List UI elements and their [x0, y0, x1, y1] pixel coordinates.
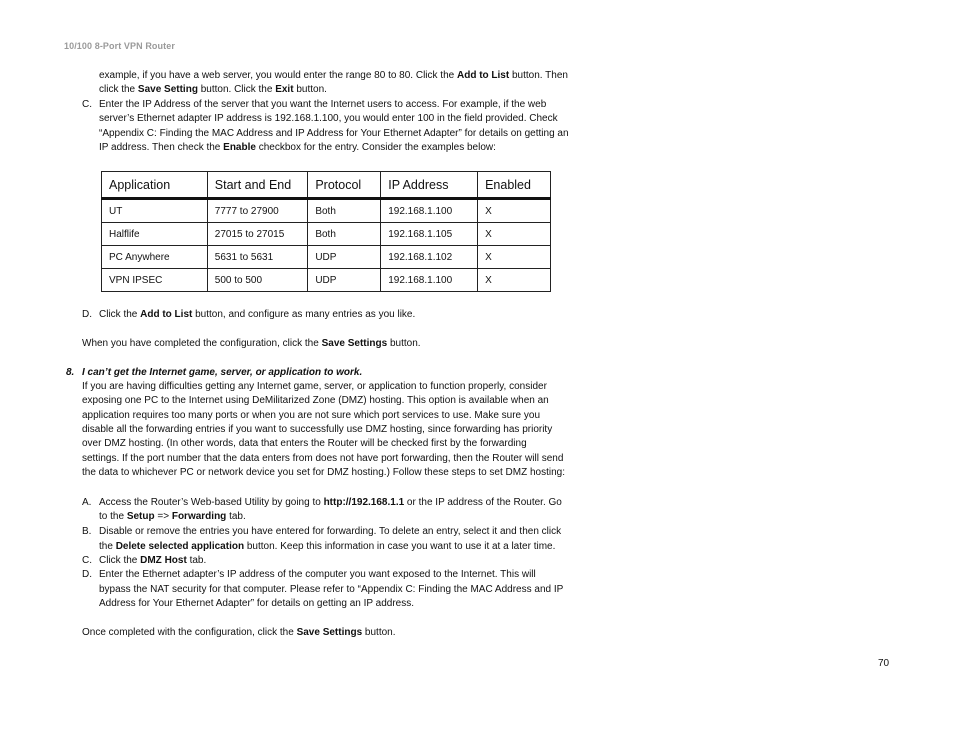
step-c-line-2: server’s Ethernet adapter IP address is 192.168.1.100, you would enter 100 in the field provided. Check: [99, 113, 558, 124]
table-cell: 7777 to 27900: [207, 199, 308, 223]
step-d-text: Click the Add to List button, and configure as many entries as you like.: [99, 309, 416, 320]
dmz-step-b-line-1: Disable or remove the entries you have entered for forwarding. To delete an entry, select it and then click: [99, 526, 562, 537]
step-c-marker: C.: [82, 99, 92, 110]
table-cell: UDP: [308, 269, 381, 292]
dmz-step-c-marker: C.: [82, 555, 92, 566]
dmz-step-a-marker: A.: [82, 497, 92, 508]
question-8-line: the data to whichever PC or network device you set for DMZ hosting.) Follow these steps to set DMZ hosting:: [82, 467, 565, 478]
table-cell: VPN IPSEC: [102, 269, 208, 292]
col-header-protocol: Protocol: [308, 172, 381, 199]
step-d-marker: D.: [82, 309, 92, 320]
examples-table: [101, 171, 551, 292]
dmz-step-d-marker: D.: [82, 569, 92, 580]
table-cell: PC Anywhere: [102, 246, 208, 269]
completed-paragraph-2: Once completed with the configuration, click the Save Settings button.: [82, 627, 396, 638]
table-cell: 5631 to 5631: [207, 246, 308, 269]
table-cell: UT: [102, 199, 208, 223]
dmz-step-d-line-3: Address for Your Ethernet Adapter” for details on getting an IP address.: [99, 598, 415, 609]
question-8-line: settings. If the port number that the data enters from does not have port forwarding, then the Router will send: [82, 453, 564, 464]
dmz-step-d-line-1: Enter the Ethernet adapter’s IP address of the computer you want exposed to the Internet. This will: [99, 569, 536, 580]
table-cell: UDP: [308, 246, 381, 269]
table-cell: Both: [308, 199, 381, 223]
col-header-enabled: Enabled: [478, 172, 551, 199]
table-cell: 192.168.1.105: [381, 223, 478, 246]
table-cell: Both: [308, 223, 381, 246]
table-cell: 500 to 500: [207, 269, 308, 292]
col-header-start-end: Start and End: [207, 172, 308, 199]
step-c-line-1: Enter the IP Address of the server that you want the Internet users to access. For example, if the web: [99, 99, 547, 110]
question-8-line: If you are having difficulties getting any Internet game, server, or application to function properly, consider: [82, 381, 547, 392]
question-8-title: I can’t get the Internet game, server, or application to work.: [82, 367, 363, 378]
running-header: 10/100 8-Port VPN Router: [64, 41, 175, 51]
table-header-row: [102, 172, 551, 199]
dmz-step-a-line-2: to the Setup => Forwarding tab.: [99, 511, 246, 522]
page-number: 70: [878, 658, 890, 669]
dmz-step-b-line-2: the Delete selected application button. Keep this information in case you want to use it at a later time.: [99, 541, 556, 552]
table-cell: X: [478, 269, 551, 292]
step-c-line-3: “Appendix C: Finding the MAC Address and IP Address for Your Ethernet Adapter” for details on getting an: [99, 128, 569, 139]
question-8-line: over DMZ hosting. (In other words, data that enters the Router will be checked first by the forwarding: [82, 438, 527, 449]
table-cell: X: [478, 199, 551, 223]
dmz-step-a-line-1: Access the Router’s Web-based Utility by going to http://192.168.1.1 or the IP address of the Router. Go: [99, 497, 562, 508]
completed-paragraph-1: When you have completed the configuration, click the Save Settings button.: [82, 338, 421, 349]
table-row: [102, 269, 551, 292]
table-cell: X: [478, 246, 551, 269]
dmz-step-c-text: Click the DMZ Host tab.: [99, 555, 207, 566]
table-cell: X: [478, 223, 551, 246]
question-8-line: application requires too many ports or when you are not sure which port services to use. Make sure you: [82, 410, 541, 421]
table-row: [102, 199, 551, 223]
table-row: [102, 246, 551, 269]
intro-line-1: example, if you have a web server, you would enter the range 80 to 80. Click the Add to List button. Then: [99, 70, 568, 81]
question-8-number: 8.: [66, 367, 75, 378]
table-cell: 192.168.1.100: [381, 269, 478, 292]
table-cell: Halflife: [102, 223, 208, 246]
dmz-step-d-line-2: bypass the NAT security for that computer. Please refer to “Appendix C: Finding the MAC Address and IP: [99, 584, 564, 595]
step-c-line-4: IP address. Then check the Enable checkbox for the entry. Consider the examples below:: [99, 142, 496, 153]
table-cell: 27015 to 27015: [207, 223, 308, 246]
col-header-ip-address: IP Address: [381, 172, 478, 199]
col-header-application: Application: [102, 172, 208, 199]
intro-line-2: click the Save Setting button. Click the Exit button.: [99, 84, 327, 95]
question-8-line: disable all the forwarding entries if you want to successfully use DMZ hosting, since forwarding has priority: [82, 424, 553, 435]
question-8-line: exposing one PC to the Internet using DeMilitarized Zone (DMZ) hosting. This option is available when an: [82, 395, 549, 406]
dmz-step-b-marker: B.: [82, 526, 92, 537]
table-cell: 192.168.1.100: [381, 199, 478, 223]
table-row: [102, 223, 551, 246]
table-cell: 192.168.1.102: [381, 246, 478, 269]
